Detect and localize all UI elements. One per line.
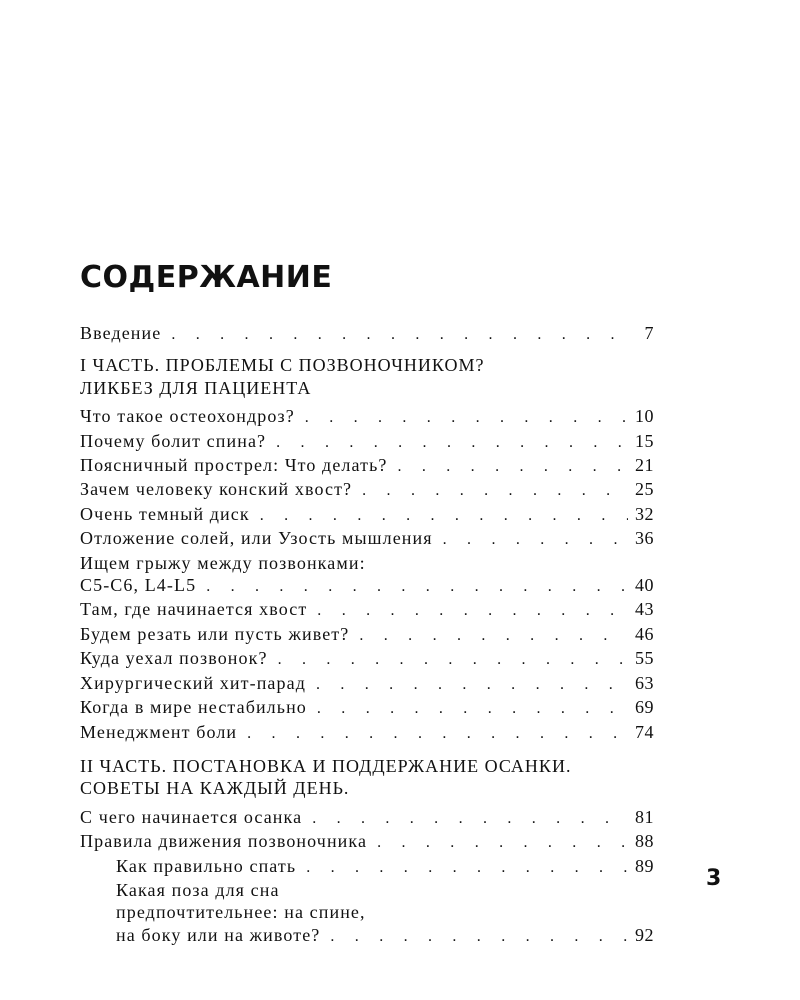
toc-entry [80, 574, 654, 598]
toc-entry-page: 74 [635, 721, 654, 742]
dot-leader [206, 576, 628, 598]
toc-entry-page: 81 [635, 806, 654, 827]
toc-entry-title: Введение [80, 323, 162, 343]
toc-entry-page: 21 [635, 455, 654, 476]
toc-entry-page: 63 [635, 672, 654, 693]
toc-entry-page: 15 [635, 430, 654, 451]
section-heading-line: II ЧАСТЬ. ПОСТАНОВКА И ПОДДЕРЖАНИЕ ОСАНКИ. [80, 755, 572, 776]
dot-leader [316, 674, 628, 696]
section-heading-part-2 [80, 755, 654, 800]
dot-leader [359, 625, 628, 647]
toc-entry-title-line: Какая поза для сна [116, 879, 280, 900]
toc-entry-title: Очень темный диск [80, 503, 250, 524]
dot-leader [276, 432, 628, 454]
dot-leader [362, 480, 628, 502]
toc-entry-title: C5-C6, L4-L5 [80, 575, 197, 596]
toc-entry-page: 88 [635, 831, 654, 852]
page-title: СОДЕРЖАНИЕ [80, 260, 333, 295]
toc-entry-title: Будем резать или пусть живет? [80, 623, 350, 644]
toc-entry-title: Куда уехал позвонок? [80, 648, 268, 669]
toc-entry-title-line: Ищем грыжу между позвонками: [80, 552, 366, 573]
toc-entry [80, 503, 654, 527]
dot-leader [247, 723, 628, 745]
toc-entry-page: 69 [635, 697, 654, 718]
toc-entry [80, 696, 654, 720]
toc-entry [80, 806, 654, 830]
dot-leader [260, 505, 628, 527]
toc-entry-title: Поясничный прострел: Что делать? [80, 455, 388, 476]
dot-leader [312, 808, 628, 830]
toc-entry-title: Менеджмент боли [80, 721, 238, 742]
dot-leader [377, 832, 628, 854]
dot-leader [305, 407, 628, 429]
dot-leader [171, 324, 628, 346]
section-heading-line: ЛИКБЕЗ ДЛЯ ПАЦИЕНТА [80, 377, 312, 398]
toc-entry-page: 32 [635, 503, 654, 524]
dot-leader [443, 529, 628, 551]
toc-entry-page: 7 [644, 323, 654, 343]
dot-leader [306, 857, 628, 879]
toc-entry-page: 46 [635, 623, 654, 644]
section-heading-line: I ЧАСТЬ. ПРОБЛЕМЫ С ПОЗВОНОЧНИКОМ? [80, 355, 485, 376]
toc-entry [80, 527, 654, 551]
dot-leader [278, 649, 628, 671]
toc-entry-title: Зачем человеку конский хвост? [80, 479, 353, 500]
toc-entry [80, 430, 654, 454]
toc-entry-page: 43 [635, 599, 654, 620]
toc-entry-page: 25 [635, 479, 654, 500]
toc-entry-title: Правила движения позвоночника [80, 831, 368, 852]
toc-entry-title: Отложение солей, или Узость мышления [80, 528, 433, 549]
toc-entry-title: Что такое остеохондроз? [80, 406, 295, 427]
toc-entry-title: Почему болит спина? [80, 430, 267, 451]
toc-subentry [80, 924, 654, 948]
toc-entry-page: 89 [635, 855, 654, 876]
dot-leader [317, 698, 628, 720]
toc-entry-title: Как правильно спать [116, 855, 297, 876]
dot-leader [317, 600, 628, 622]
toc-entry-intro [80, 322, 654, 346]
toc-entry-page: 40 [635, 575, 654, 596]
toc-entry [80, 623, 654, 647]
table-of-contents [80, 322, 654, 948]
toc-entry [80, 647, 654, 671]
toc-entry [80, 478, 654, 502]
page-number: 3 [706, 866, 722, 891]
toc-entry-title: Хирургический хит-парад [80, 672, 306, 693]
toc-entry-page: 55 [635, 648, 654, 669]
dot-leader [397, 456, 628, 478]
toc-entry [80, 672, 654, 696]
toc-entry-title: Когда в мире нестабильно [80, 697, 307, 718]
toc-entry-title: на боку или на животе? [116, 924, 321, 945]
toc-entry-page: 36 [635, 528, 654, 549]
toc-entry-page: 92 [635, 924, 654, 945]
toc-entry [80, 721, 654, 745]
toc-entry [80, 405, 654, 429]
toc-entry-title-line: предпочтительнее: на спине, [116, 902, 366, 923]
dot-leader [330, 926, 628, 948]
toc-entry [80, 454, 654, 478]
section-heading-line: СОВЕТЫ НА КАЖДЫЙ ДЕНЬ. [80, 778, 350, 799]
toc-entry-page: 10 [635, 406, 654, 427]
toc-entry-title: С чего начинается осанка [80, 806, 303, 827]
toc-entry [80, 830, 654, 854]
toc-entry [80, 598, 654, 622]
toc-entry-title: Там, где начинается хвост [80, 599, 308, 620]
section-heading-part-1 [80, 354, 654, 399]
toc-subentry [80, 855, 654, 879]
